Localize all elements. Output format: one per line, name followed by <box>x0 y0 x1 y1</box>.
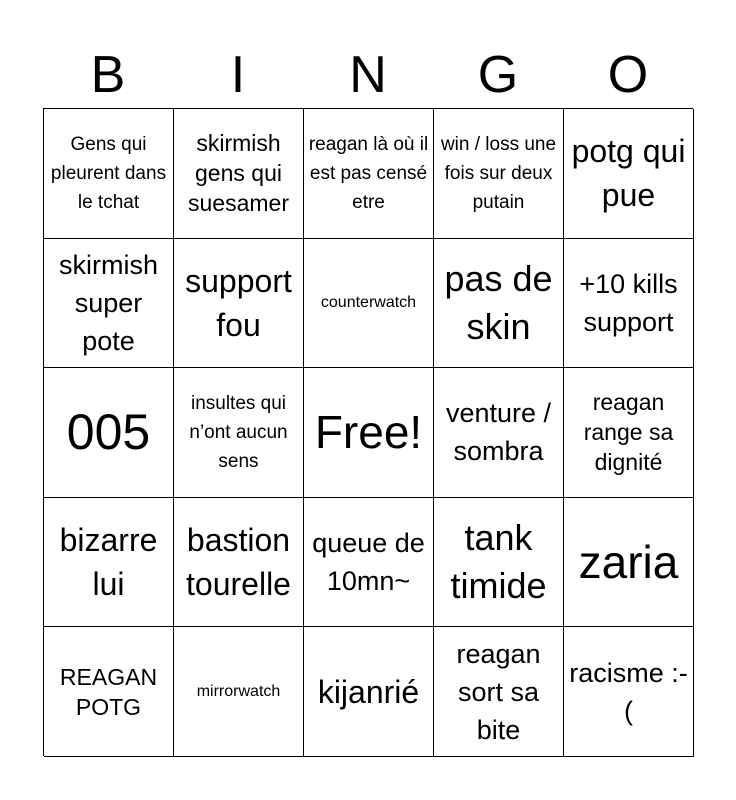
bingo-cell[interactable] <box>564 239 694 369</box>
bingo-cell[interactable] <box>304 109 434 239</box>
bingo-cell[interactable] <box>174 368 304 498</box>
header-letter-n: N <box>349 46 387 104</box>
cell-text: skirmish gens qui suesamer <box>188 130 289 217</box>
cell-text: win / loss une fois sur deux putain <box>440 133 557 213</box>
bingo-cell[interactable] <box>564 368 694 498</box>
cell-text: mirrorwatch <box>196 682 281 700</box>
cell-text: REAGAN POTG <box>59 663 158 720</box>
bingo-cell[interactable] <box>434 109 564 239</box>
cell-text: bastion tourelle <box>186 522 291 603</box>
cell-text: potg qui pue <box>571 133 686 214</box>
cell-text: insultes qui n’ont aucun sens <box>189 392 288 472</box>
bingo-cell[interactable] <box>564 498 694 628</box>
free-cell[interactable] <box>304 368 434 498</box>
bingo-cell[interactable] <box>174 109 304 239</box>
cell-text: +10 kills support <box>579 268 678 337</box>
cell-text: tank timide <box>450 517 547 607</box>
bingo-cell[interactable] <box>174 498 304 628</box>
cell-text: pas de skin <box>444 257 553 347</box>
bingo-cell[interactable] <box>44 368 174 498</box>
bingo-cell[interactable] <box>564 109 694 239</box>
bingo-grid <box>43 108 693 756</box>
cell-text: reagan sort sa bite <box>456 638 541 745</box>
bingo-cell[interactable] <box>434 239 564 369</box>
cell-text: support fou <box>185 262 292 343</box>
cell-text: Gens qui pleurent dans le tchat <box>50 133 167 213</box>
cell-text: bizarre lui <box>59 522 158 603</box>
cell-text: skirmish super pote <box>59 249 158 356</box>
bingo-cell[interactable] <box>44 498 174 628</box>
bingo-cell[interactable] <box>44 627 174 757</box>
cell-text: counterwatch <box>320 293 417 311</box>
header-letter-i: I <box>230 46 246 104</box>
cell-text: venture / sombra <box>445 398 552 467</box>
cell-text: zaria <box>578 536 679 589</box>
bingo-cell[interactable] <box>304 498 434 628</box>
cell-text: queue de 10mn~ <box>312 528 425 597</box>
cell-text: 005 <box>66 404 151 461</box>
bingo-cell[interactable] <box>304 239 434 369</box>
bingo-cell[interactable] <box>44 109 174 239</box>
bingo-cell[interactable] <box>304 627 434 757</box>
bingo-cell[interactable] <box>174 627 304 757</box>
header-letter-b: B <box>90 46 126 104</box>
cell-text: racisme :-( <box>569 657 688 726</box>
cell-text: reagan range sa dignité <box>583 389 674 476</box>
bingo-cell[interactable] <box>434 627 564 757</box>
bingo-cell[interactable] <box>434 498 564 628</box>
header-letter-o: O <box>607 46 649 104</box>
bingo-cell[interactable] <box>564 627 694 757</box>
cell-text: reagan là où il est pas censé etre <box>308 133 429 213</box>
cell-text: Free! <box>314 406 423 459</box>
header-letter-g: G <box>477 46 519 104</box>
bingo-header <box>43 42 693 108</box>
bingo-cell[interactable] <box>434 368 564 498</box>
bingo-cell[interactable] <box>44 239 174 369</box>
bingo-cell[interactable] <box>174 239 304 369</box>
cell-text: kijanrié <box>317 673 420 710</box>
